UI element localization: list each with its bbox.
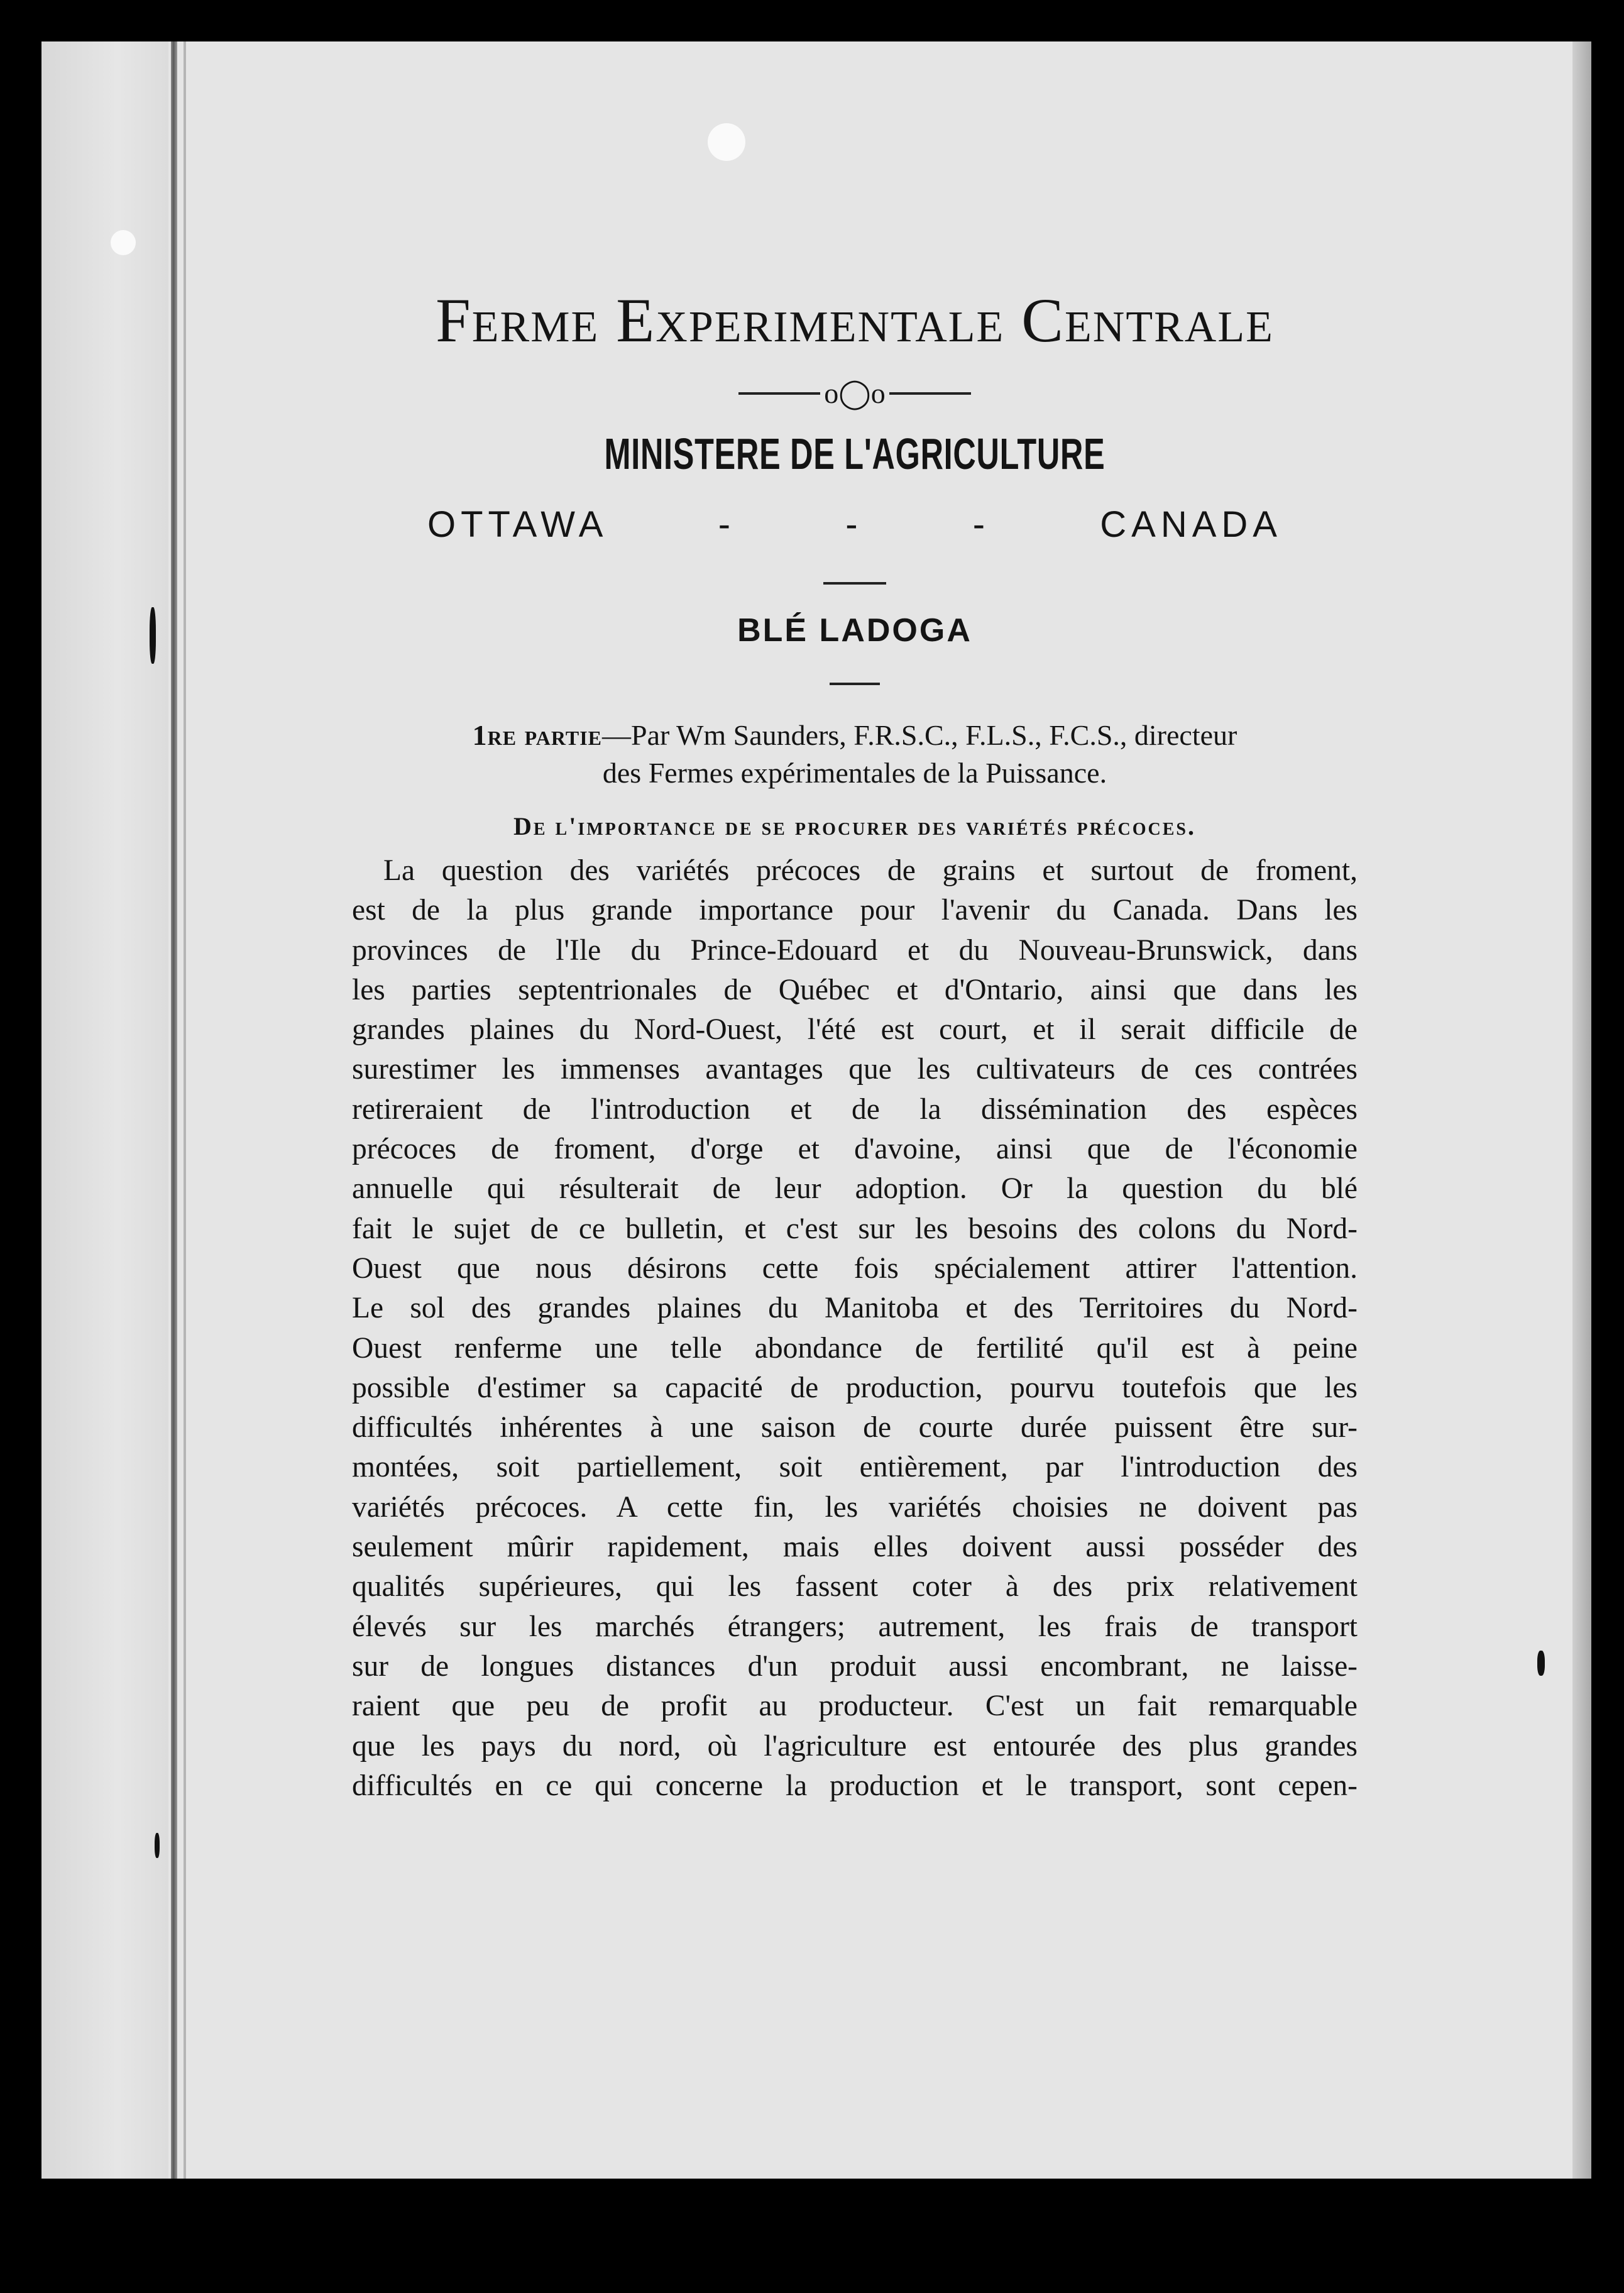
body-paragraph (352, 851, 1358, 1806)
author-line (352, 717, 1358, 792)
paragraph-line: fait le sujet de ce bulletin, et c'est sur les besoins des colons du Nord- (352, 1212, 1358, 1245)
paragraph-line: montées, soit partiellement, soit entièrement, par l'introduction des (352, 1451, 1358, 1484)
ornament-center: o◯o (824, 377, 886, 409)
paragraph-line: surestimer les immenses avantages que les cultivateurs de ces contrées (352, 1053, 1358, 1086)
document-content (352, 239, 1358, 1806)
city-dash-2: - (845, 504, 863, 545)
paragraph-line: Ouest que nous désirons cette fois spécialement attirer l'attention. (352, 1251, 1358, 1285)
city-right: CANADA (1100, 504, 1282, 545)
paragraph-line: élevés sur les marchés étrangers; autrement, les frais de transport (352, 1610, 1358, 1643)
city-left: OTTAWA (427, 504, 608, 545)
document-page (41, 41, 1591, 2179)
paragraph-line: grandes plaines du Nord-Ouest, l'été est court, et il serait difficile de (352, 1013, 1358, 1047)
city-dash-3: - (972, 504, 990, 545)
document-subtitle: BLÉ LADOGA (737, 612, 972, 649)
paragraph-line: les parties septentrionales de Québec et d'Ontario, ainsi que dans les (352, 973, 1358, 1006)
paragraph-line: sur de longues distances d'un produit aussi encombrant, ne laisse- (352, 1649, 1358, 1683)
scan-speck (708, 123, 745, 161)
scan-speck (111, 230, 136, 255)
divider-rule (830, 683, 880, 685)
document-title: Ferme Experimentale Centrale (436, 285, 1274, 355)
paragraph-line: possible d'estimer sa capacité de production, pourvu toutefois que les (352, 1371, 1358, 1404)
paragraph-line: difficultés en ce qui concerne la production et le transport, sont cepen- (352, 1769, 1358, 1802)
paragraph-line: que les pays du nord, où l'agriculture est entourée des plus grandes (352, 1729, 1358, 1762)
ministry-heading: MINISTERE DE L'AGRICULTURE (604, 429, 1106, 478)
page-fold-line (171, 41, 177, 2179)
ornament-dash-right (889, 392, 971, 395)
paragraph-line: seulement mûrir rapidement, mais elles doivent aussi posséder des (352, 1531, 1358, 1564)
paragraph-line: annuelle qui résulterait de leur adoption. Or la question du blé (352, 1172, 1358, 1206)
author-line-1: —Par Wm Saunders, F.R.S.C., F.L.S., F.C.S., directeur (601, 719, 1237, 751)
left-page-strip (41, 41, 168, 2179)
scan-mark (1537, 1651, 1545, 1676)
paragraph-line: Le sol des grandes plaines du Manitoba et des Territoires du Nord- (352, 1292, 1358, 1325)
divider-rule (823, 582, 886, 585)
author-line-2: des Fermes expérimentales de la Puissance. (602, 757, 1107, 789)
city-line (427, 503, 1282, 547)
section-heading: De l'importance de se procurer des variétés précoces. (513, 812, 1197, 840)
scan-mark (155, 1833, 160, 1858)
paragraph-line: variétés précoces. A cette fin, les variétés choisies ne doivent pas (352, 1490, 1358, 1524)
paragraph-line: qualités supérieures, qui les fassent coter à des prix relativement (352, 1570, 1358, 1603)
paragraph-line: est de la plus grande importance pour l'avenir du Canada. Dans les (352, 894, 1358, 927)
paragraph-line: La question des variétés précoces de grains et surtout de froment, (383, 854, 1358, 887)
paragraph-line: retireraient de l'introduction et de la dissémination des espèces (352, 1092, 1358, 1126)
paragraph-line: raient que peu de profit au producteur. C'est un fait remarquable (352, 1690, 1358, 1723)
ornament-dash-left (738, 392, 820, 395)
paragraph-line: difficultés inhérentes à une saison de courte durée puissent être sur- (352, 1411, 1358, 1444)
title-ornament (352, 372, 1358, 410)
page-fold-shadow (184, 41, 186, 2179)
right-page-edge (1572, 41, 1591, 2179)
paragraph-line: Ouest renferme une telle abondance de fertilité qu'il est à peine (352, 1331, 1358, 1365)
paragraph-line: précoces de froment, d'orge et d'avoine, ainsi que de l'économie (352, 1133, 1358, 1166)
scan-mark (150, 607, 156, 664)
author-part-label: 1re partie (472, 719, 602, 751)
city-dash-1: - (718, 504, 736, 545)
paragraph-line: provinces de l'Ile du Prince-Edouard et du Nouveau-Brunswick, dans (352, 933, 1358, 967)
